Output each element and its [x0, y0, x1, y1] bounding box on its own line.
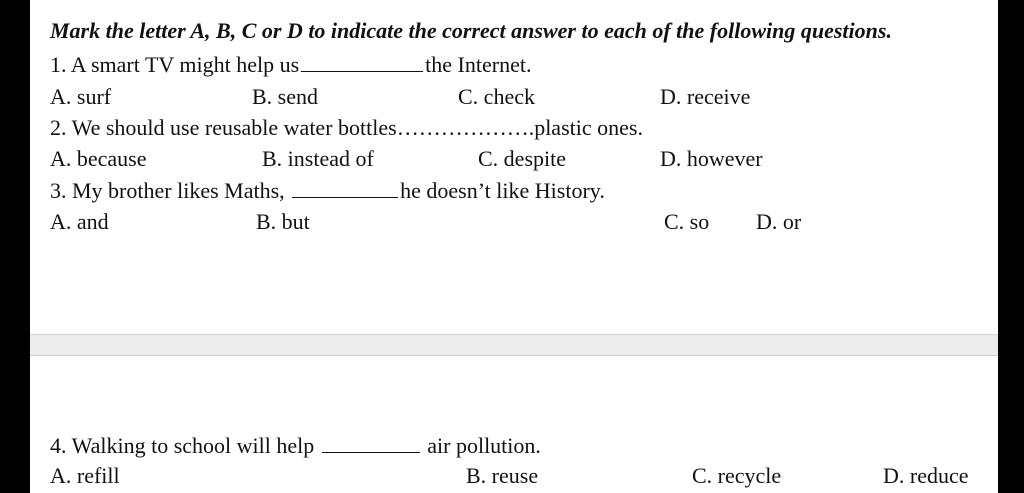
question-2-text-after: plastic ones.	[534, 115, 643, 140]
question-1-text-before: 1. A smart TV might help us	[50, 52, 300, 77]
question-4-option-a[interactable]: A. refill	[50, 463, 120, 488]
question-1-option-c[interactable]: C. check	[458, 84, 535, 109]
question-3-text-after: he doesn’t like History.	[400, 178, 605, 203]
question-2	[50, 115, 643, 141]
instruction-text: Mark the letter A, B, C or D to indicate the correct answer to each of the following questions.	[50, 18, 892, 43]
question-1-option-d[interactable]: D. receive	[660, 84, 751, 109]
question-2-option-d[interactable]: D. however	[660, 146, 763, 171]
question-3-option-d[interactable]: D. or	[756, 209, 802, 234]
question-1-option-b[interactable]: B. send	[252, 84, 318, 109]
question-4-text-before: 4. Walking to school will help	[50, 433, 315, 458]
question-3-option-a[interactable]: A. and	[50, 209, 109, 234]
question-2-dotted-gap: ……………….	[396, 115, 535, 140]
section-divider	[30, 334, 998, 356]
question-2-option-a[interactable]: A. because	[50, 146, 147, 171]
question-1	[50, 51, 531, 78]
question-4-text-after: air pollution.	[427, 433, 541, 458]
question-1-text-after: the Internet.	[425, 52, 532, 77]
question-1-option-a[interactable]: A. surf	[50, 84, 112, 109]
question-3-option-c[interactable]: C. so	[664, 209, 710, 234]
question-4	[50, 432, 541, 459]
question-1-blank	[301, 51, 423, 72]
question-2-option-b[interactable]: B. instead of	[262, 146, 374, 171]
question-2-option-c[interactable]: C. despite	[478, 146, 566, 171]
question-3-text-before: 3. My brother likes Maths,	[50, 178, 285, 203]
worksheet-page	[30, 0, 998, 493]
question-3-blank	[292, 177, 398, 198]
question-4-option-b[interactable]: B. reuse	[466, 463, 539, 488]
question-3	[50, 177, 605, 204]
question-3-option-b[interactable]: B. but	[256, 209, 310, 234]
question-2-text-before: 2. We should use reusable water bottles	[50, 115, 397, 140]
question-4-option-c[interactable]: C. recycle	[692, 463, 782, 488]
question-4-option-d[interactable]: D. reduce	[883, 463, 969, 488]
question-4-blank	[322, 432, 420, 453]
